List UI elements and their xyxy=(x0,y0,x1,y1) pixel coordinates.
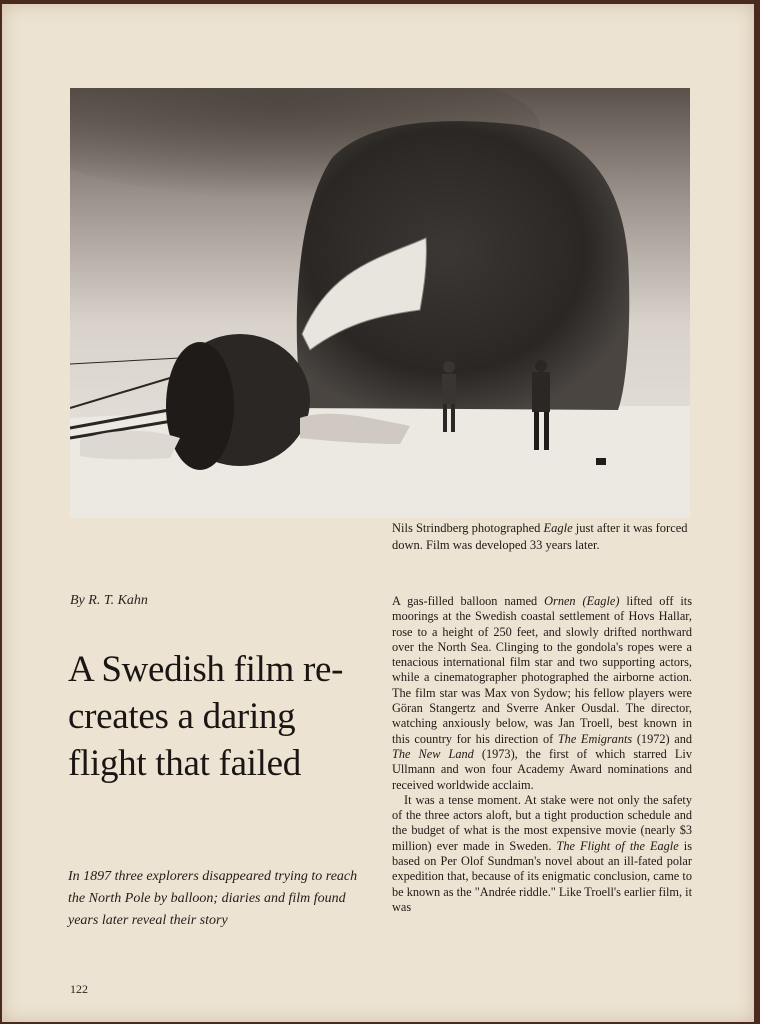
magazine-page xyxy=(2,4,754,1022)
body-paragraph-1 xyxy=(392,594,692,793)
p1-italic-1: Ornen (Eagle) xyxy=(544,594,620,608)
page-number: 122 xyxy=(70,982,88,996)
p1-text-2: lifted off its moorings at the Swedish coastal settlement of Hovs Hallar, rose to a height of 250 feet, and slowly drifted northward over the North Sea. Clinging to the gondola's ropes were a tenacious international film star and two supporting actors, while a cinematographer photographed the airborne action. The film star was Max von Sydow; his fellow players were Göran Stangertz and Sverre Anker Ousdal. The director, watching anxiously below, was Jan Troell, best known in this country for his direction of xyxy=(392,594,692,746)
body-paragraph-2 xyxy=(392,793,692,915)
p1-text-4: (1973), the first of which starred Liv Ullmann and won four Academy Award nominations and received worldwide acclaim. xyxy=(392,746,692,792)
caption-italic-title: Eagle xyxy=(543,521,573,535)
p1-text-3: (1972) and xyxy=(632,731,693,746)
page-title: A Swedish film re-creates a daring flight that failed xyxy=(68,649,344,784)
article-body xyxy=(392,594,692,915)
caption-text-start: Nils Strindberg photographed xyxy=(392,521,544,535)
balloon-photo xyxy=(70,88,690,518)
p2-text-2: is based on Per Olof Sundman's novel about an ill-fated polar expedition that, because of its enigmatic conclusion, came to be known as the "Andrée riddle." Like Troell's earlier film, it was xyxy=(392,838,692,914)
p1-text-1: A gas-filled balloon named xyxy=(392,594,545,608)
balloon-photo-icon xyxy=(70,88,690,518)
p2-italic-1: The Flight of the Eagle xyxy=(556,838,679,853)
caption-text-end: just after it was forced down. Film was developed 33 years later. xyxy=(392,521,688,552)
p2-text-1: It was a tense moment. At stake were not only the safety of the three actors aloft, but a tight production schedule and the budget of what is the most expensive movie (nearly $3 million) ever made in Sweden. xyxy=(392,792,692,853)
byline: By R. T. Kahn xyxy=(70,593,148,608)
photo-caption xyxy=(392,520,692,554)
article-deck: In 1897 three explorers disappeared trying to reach the North Pole by balloon; diaries and film found years later reveal their story xyxy=(68,869,358,928)
p1-italic-3: The New Land xyxy=(392,746,474,761)
p1-italic-2: The Emigrants xyxy=(557,731,633,746)
